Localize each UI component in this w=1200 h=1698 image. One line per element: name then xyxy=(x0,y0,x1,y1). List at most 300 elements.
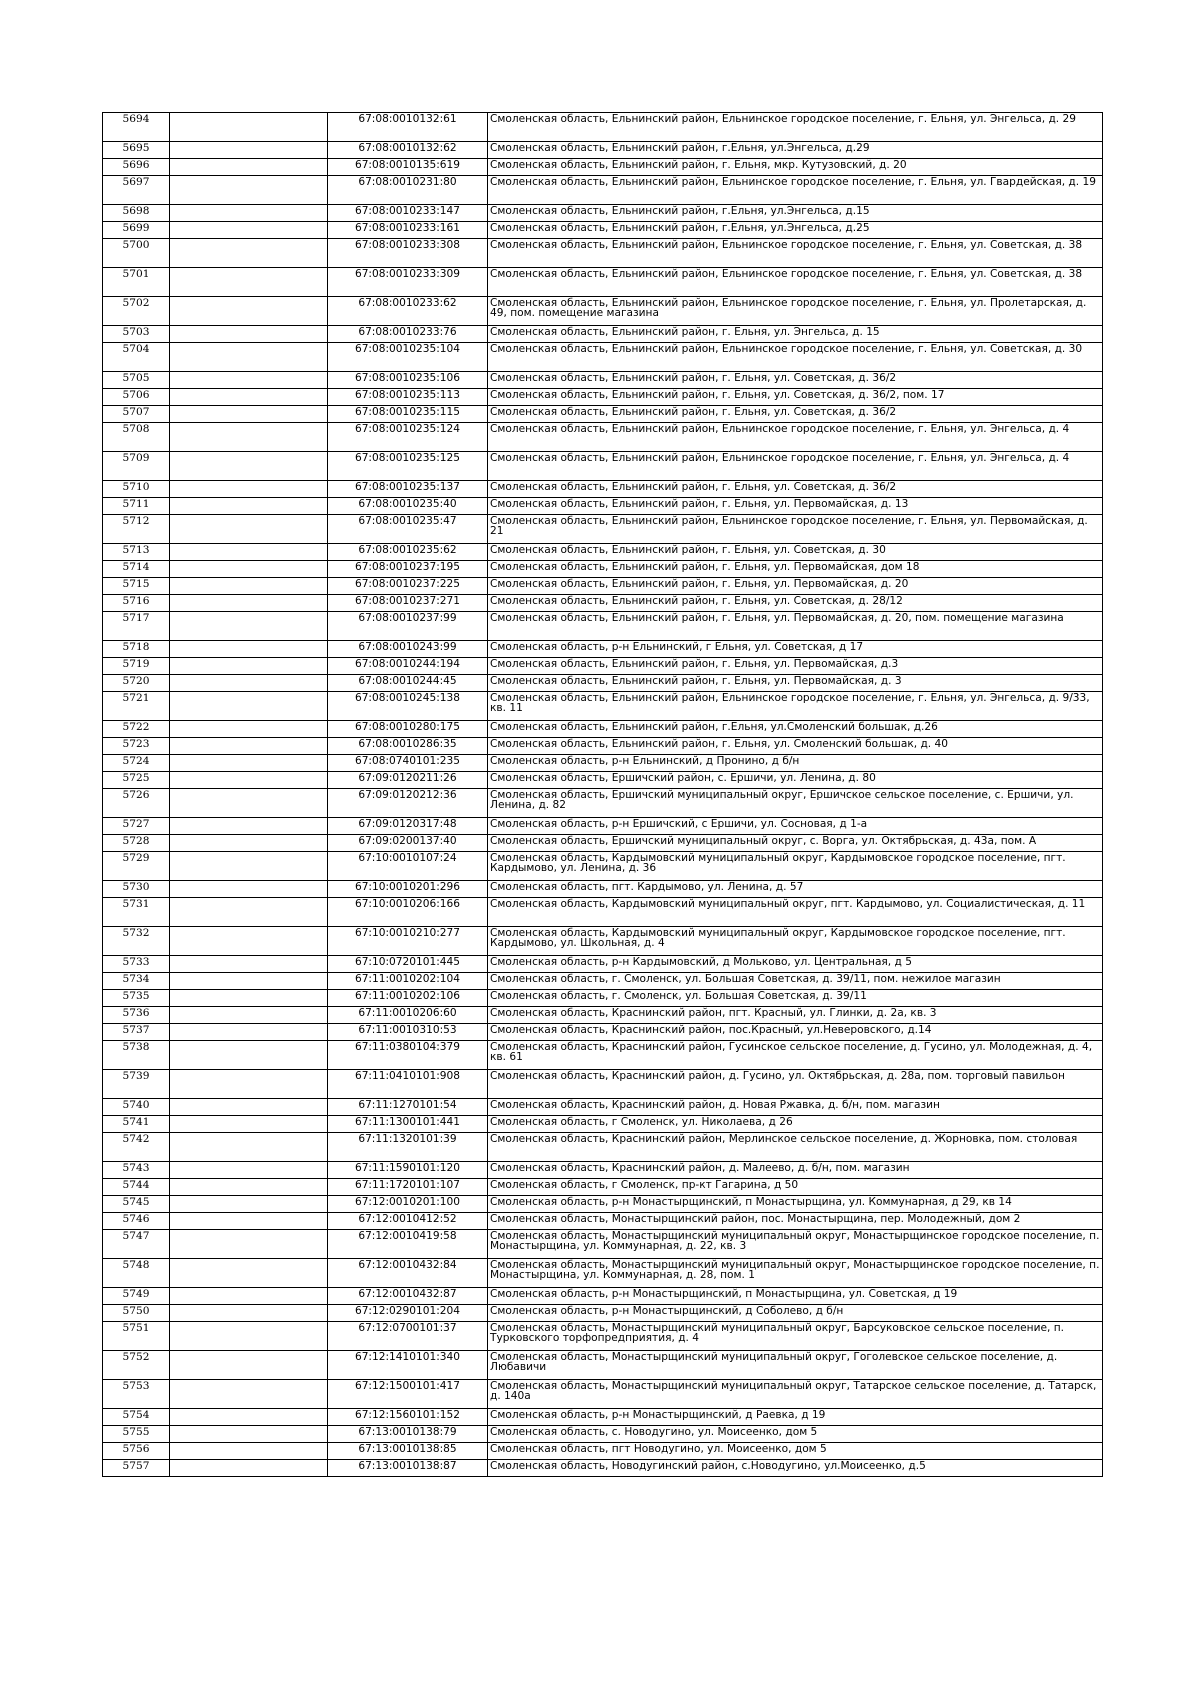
empty-cell xyxy=(170,372,328,389)
empty-cell xyxy=(170,1409,328,1426)
empty-cell xyxy=(170,1426,328,1443)
table-row xyxy=(103,1443,1103,1460)
empty-cell xyxy=(170,1380,328,1409)
row-number-cell: 5754 xyxy=(103,1409,170,1426)
table-row xyxy=(103,772,1103,789)
table-row xyxy=(103,1133,1103,1162)
empty-cell xyxy=(170,176,328,205)
row-number-cell: 5700 xyxy=(103,239,170,268)
table-row xyxy=(103,239,1103,268)
address-cell: Смоленская область, р-н Кардымовский, д Мольково, ул. Центральная, д 5 xyxy=(488,956,1103,973)
empty-cell xyxy=(170,1133,328,1162)
table-row xyxy=(103,1409,1103,1426)
cadastral-number-cell: 67:08:0010243:99 xyxy=(328,641,488,658)
row-number-cell: 5718 xyxy=(103,641,170,658)
address-cell: Смоленская область, Кардымовский муниципальный округ, Кардымовское городское поселение, пгт. Кардымово, ул. Школьная, д. 4 xyxy=(488,927,1103,956)
table-row xyxy=(103,1179,1103,1196)
empty-cell xyxy=(170,297,328,326)
address-cell: Смоленская область, Ельнинский район, г. Ельня, ул. Первомайская, д. 20, пом. помещение магазина xyxy=(488,612,1103,641)
cadastral-number-cell: 67:11:0380104:379 xyxy=(328,1041,488,1070)
table-row xyxy=(103,498,1103,515)
empty-cell xyxy=(170,1322,328,1351)
cadastral-number-cell: 67:13:0010138:79 xyxy=(328,1426,488,1443)
empty-cell xyxy=(170,1070,328,1099)
row-number-cell: 5734 xyxy=(103,973,170,990)
address-cell: Смоленская область, Новодугинский район, с.Новодугино, ул.Моисеенко, д.5 xyxy=(488,1460,1103,1477)
table-row xyxy=(103,481,1103,498)
table-row xyxy=(103,675,1103,692)
address-cell: Смоленская область, Ершичский район, с. Ершичи, ул. Ленина, д. 80 xyxy=(488,772,1103,789)
cadastral-number-cell: 67:12:1560101:152 xyxy=(328,1409,488,1426)
table-row xyxy=(103,176,1103,205)
empty-cell xyxy=(170,1259,328,1288)
table-row xyxy=(103,297,1103,326)
table-row xyxy=(103,1213,1103,1230)
row-number-cell: 5702 xyxy=(103,297,170,326)
address-cell: Смоленская область, Кардымовский муниципальный округ, Кардымовское городское поселение, пгт. Кардымово, ул. Ленина, д. 36 xyxy=(488,852,1103,881)
table-row xyxy=(103,721,1103,738)
cadastral-number-cell: 67:10:0010210:277 xyxy=(328,927,488,956)
row-number-cell: 5698 xyxy=(103,205,170,222)
table-row xyxy=(103,692,1103,721)
address-cell: Смоленская область, Кардымовский муниципальный округ, пгт. Кардымово, ул. Социалистическая, д. 11 xyxy=(488,898,1103,927)
row-number-cell: 5750 xyxy=(103,1305,170,1322)
empty-cell xyxy=(170,641,328,658)
row-number-cell: 5751 xyxy=(103,1322,170,1351)
table-row xyxy=(103,222,1103,239)
table-row xyxy=(103,1007,1103,1024)
row-number-cell: 5717 xyxy=(103,612,170,641)
registry-table-body xyxy=(103,113,1103,1477)
empty-cell xyxy=(170,881,328,898)
empty-cell xyxy=(170,973,328,990)
row-number-cell: 5744 xyxy=(103,1179,170,1196)
cadastral-number-cell: 67:08:0010237:195 xyxy=(328,561,488,578)
empty-cell xyxy=(170,1024,328,1041)
row-number-cell: 5708 xyxy=(103,423,170,452)
row-number-cell: 5720 xyxy=(103,675,170,692)
empty-cell xyxy=(170,1305,328,1322)
address-cell: Смоленская область, Монастырщинский муниципальный округ, Гоголевское сельское поселение, д. Любавичи xyxy=(488,1351,1103,1380)
address-cell: Смоленская область, пгт. Кардымово, ул. Ленина, д. 57 xyxy=(488,881,1103,898)
address-cell: Смоленская область, Ельнинский район, г. Ельня, ул. Советская, д. 36/2 xyxy=(488,481,1103,498)
cadastral-number-cell: 67:13:0010138:85 xyxy=(328,1443,488,1460)
address-cell: Смоленская область, Краснинский район, Мерлинское сельское поселение, д. Жорновка, пом. столовая xyxy=(488,1133,1103,1162)
row-number-cell: 5756 xyxy=(103,1443,170,1460)
address-cell: Смоленская область, Ельнинский район, г. Ельня, ул. Энгельса, д. 15 xyxy=(488,326,1103,343)
address-cell: Смоленская область, г Смоленск, пр-кт Гагарина, д 50 xyxy=(488,1179,1103,1196)
cadastral-number-cell: 67:10:0720101:445 xyxy=(328,956,488,973)
empty-cell xyxy=(170,239,328,268)
table-row xyxy=(103,406,1103,423)
address-cell: Смоленская область, Ельнинский район, Ельнинское городское поселение, г. Ельня, ул. Советская, д. 38 xyxy=(488,239,1103,268)
row-number-cell: 5745 xyxy=(103,1196,170,1213)
cadastral-number-cell: 67:08:0010233:76 xyxy=(328,326,488,343)
cadastral-number-cell: 67:10:0010206:166 xyxy=(328,898,488,927)
cadastral-number-cell: 67:09:0200137:40 xyxy=(328,835,488,852)
empty-cell xyxy=(170,159,328,176)
row-number-cell: 5736 xyxy=(103,1007,170,1024)
empty-cell xyxy=(170,1288,328,1305)
table-row xyxy=(103,1305,1103,1322)
empty-cell xyxy=(170,1179,328,1196)
cadastral-number-cell: 67:08:0010235:113 xyxy=(328,389,488,406)
cadastral-number-cell: 67:10:0010201:296 xyxy=(328,881,488,898)
row-number-cell: 5721 xyxy=(103,692,170,721)
address-cell: Смоленская область, г. Смоленск, ул. Большая Советская, д. 39/11, пом. нежилое магазин xyxy=(488,973,1103,990)
empty-cell xyxy=(170,205,328,222)
empty-cell xyxy=(170,595,328,612)
address-cell: Смоленская область, Монастырщинский муниципальный округ, Барсуковское сельское поселение, п. Турковского торфопредприятия, д. 4 xyxy=(488,1322,1103,1351)
empty-cell xyxy=(170,498,328,515)
address-cell: Смоленская область, Ельнинский район, г. Ельня, ул. Первомайская, д. 20 xyxy=(488,578,1103,595)
row-number-cell: 5738 xyxy=(103,1041,170,1070)
cadastral-number-cell: 67:12:0010432:87 xyxy=(328,1288,488,1305)
table-row xyxy=(103,818,1103,835)
cadastral-number-cell: 67:11:0010310:53 xyxy=(328,1024,488,1041)
table-row xyxy=(103,956,1103,973)
cadastral-number-cell: 67:11:1720101:107 xyxy=(328,1179,488,1196)
empty-cell xyxy=(170,835,328,852)
empty-cell xyxy=(170,1099,328,1116)
address-cell: Смоленская область, пгт Новодугино, ул. Моисеенко, дом 5 xyxy=(488,1443,1103,1460)
address-cell: Смоленская область, г. Смоленск, ул. Большая Советская, д. 39/11 xyxy=(488,990,1103,1007)
row-number-cell: 5711 xyxy=(103,498,170,515)
cadastral-number-cell: 67:08:0010132:61 xyxy=(328,113,488,142)
address-cell: Смоленская область, г Смоленск, ул. Николаева, д 26 xyxy=(488,1116,1103,1133)
address-cell: Смоленская область, Ельнинский район, г. Ельня, ул. Первомайская, д.3 xyxy=(488,658,1103,675)
cadastral-number-cell: 67:12:0010201:100 xyxy=(328,1196,488,1213)
row-number-cell: 5748 xyxy=(103,1259,170,1288)
table-row xyxy=(103,142,1103,159)
empty-cell xyxy=(170,1460,328,1477)
address-cell: Смоленская область, Краснинский район, пос.Красный, ул.Неверовского, д.14 xyxy=(488,1024,1103,1041)
empty-cell xyxy=(170,990,328,1007)
row-number-cell: 5710 xyxy=(103,481,170,498)
empty-cell xyxy=(170,927,328,956)
cadastral-number-cell: 67:08:0010244:45 xyxy=(328,675,488,692)
table-row xyxy=(103,898,1103,927)
row-number-cell: 5723 xyxy=(103,738,170,755)
cadastral-number-cell: 67:08:0010233:161 xyxy=(328,222,488,239)
table-row xyxy=(103,595,1103,612)
row-number-cell: 5735 xyxy=(103,990,170,1007)
empty-cell xyxy=(170,113,328,142)
table-row xyxy=(103,561,1103,578)
cadastral-number-cell: 67:11:0010206:60 xyxy=(328,1007,488,1024)
cadastral-number-cell: 67:08:0010233:309 xyxy=(328,268,488,297)
address-cell: Смоленская область, Ельнинский район, г.Ельня, ул.Энгельса, д.29 xyxy=(488,142,1103,159)
row-number-cell: 5755 xyxy=(103,1426,170,1443)
address-cell: Смоленская область, р-н Монастырщинский, д Соболево, д б/н xyxy=(488,1305,1103,1322)
table-row xyxy=(103,1426,1103,1443)
cadastral-number-cell: 67:08:0010237:99 xyxy=(328,612,488,641)
address-cell: Смоленская область, Краснинский район, пгт. Красный, ул. Глинки, д. 2а, кв. 3 xyxy=(488,1007,1103,1024)
table-row xyxy=(103,1288,1103,1305)
table-row xyxy=(103,927,1103,956)
cadastral-number-cell: 67:08:0010235:125 xyxy=(328,452,488,481)
table-row xyxy=(103,1070,1103,1099)
row-number-cell: 5696 xyxy=(103,159,170,176)
row-number-cell: 5714 xyxy=(103,561,170,578)
table-row xyxy=(103,881,1103,898)
property-registry-table xyxy=(102,112,1103,1477)
address-cell: Смоленская область, Ельнинский район, Ельнинское городское поселение, г. Ельня, ул. Первомайская, д. 21 xyxy=(488,515,1103,544)
address-cell: Смоленская область, Ельнинский район, г. Ельня, ул. Советская, д. 36/2 xyxy=(488,406,1103,423)
row-number-cell: 5727 xyxy=(103,818,170,835)
cadastral-number-cell: 67:10:0010107:24 xyxy=(328,852,488,881)
cadastral-number-cell: 67:08:0010235:62 xyxy=(328,544,488,561)
empty-cell xyxy=(170,544,328,561)
table-row xyxy=(103,389,1103,406)
table-row xyxy=(103,1041,1103,1070)
table-row xyxy=(103,1322,1103,1351)
row-number-cell: 5725 xyxy=(103,772,170,789)
address-cell: Смоленская область, с. Новодугино, ул. Моисеенко, дом 5 xyxy=(488,1426,1103,1443)
cadastral-number-cell: 67:08:0010235:104 xyxy=(328,343,488,372)
table-row xyxy=(103,1259,1103,1288)
table-row xyxy=(103,1099,1103,1116)
address-cell: Смоленская область, Ершичский муниципальный округ, с. Ворга, ул. Октябрьская, д. 43а, пом. А xyxy=(488,835,1103,852)
address-cell: Смоленская область, Монастырщинский муниципальный округ, Татарское сельское поселение, д. Татарск, д. 140а xyxy=(488,1380,1103,1409)
address-cell: Смоленская область, Ельнинский район, г.Ельня, ул.Энгельса, д.25 xyxy=(488,222,1103,239)
address-cell: Смоленская область, Ельнинский район, Ельнинское городское поселение, г. Ельня, ул. Советская, д. 38 xyxy=(488,268,1103,297)
row-number-cell: 5713 xyxy=(103,544,170,561)
row-number-cell: 5707 xyxy=(103,406,170,423)
table-row xyxy=(103,1116,1103,1133)
empty-cell xyxy=(170,755,328,772)
row-number-cell: 5728 xyxy=(103,835,170,852)
cadastral-number-cell: 67:08:0010237:225 xyxy=(328,578,488,595)
table-row xyxy=(103,789,1103,818)
cadastral-number-cell: 67:08:0010132:62 xyxy=(328,142,488,159)
row-number-cell: 5729 xyxy=(103,852,170,881)
table-row xyxy=(103,1196,1103,1213)
table-row xyxy=(103,1380,1103,1409)
table-row xyxy=(103,990,1103,1007)
address-cell: Смоленская область, Ельнинский район, г. Ельня, ул. Первомайская, д. 3 xyxy=(488,675,1103,692)
cadastral-number-cell: 67:12:0700101:37 xyxy=(328,1322,488,1351)
document-page xyxy=(102,112,1103,1477)
row-number-cell: 5697 xyxy=(103,176,170,205)
cadastral-number-cell: 67:12:0010412:52 xyxy=(328,1213,488,1230)
empty-cell xyxy=(170,326,328,343)
cadastral-number-cell: 67:13:0010138:87 xyxy=(328,1460,488,1477)
row-number-cell: 5747 xyxy=(103,1230,170,1259)
table-row xyxy=(103,835,1103,852)
row-number-cell: 5741 xyxy=(103,1116,170,1133)
row-number-cell: 5733 xyxy=(103,956,170,973)
cadastral-number-cell: 67:12:0290101:204 xyxy=(328,1305,488,1322)
cadastral-number-cell: 67:08:0010286:35 xyxy=(328,738,488,755)
row-number-cell: 5703 xyxy=(103,326,170,343)
cadastral-number-cell: 67:08:0010235:115 xyxy=(328,406,488,423)
address-cell: Смоленская область, Монастырщинский муниципальный округ, Монастырщинское городское поселение, п. Монастырщина, ул. Коммунарная, д. 28, пом. 1 xyxy=(488,1259,1103,1288)
empty-cell xyxy=(170,738,328,755)
table-row xyxy=(103,738,1103,755)
cadastral-number-cell: 67:08:0010245:138 xyxy=(328,692,488,721)
row-number-cell: 5694 xyxy=(103,113,170,142)
address-cell: Смоленская область, р-н Ельнинский, д Пронино, д б/н xyxy=(488,755,1103,772)
address-cell: Смоленская область, Ельнинский район, г. Ельня, мкр. Кутузовский, д. 20 xyxy=(488,159,1103,176)
empty-cell xyxy=(170,423,328,452)
empty-cell xyxy=(170,1041,328,1070)
row-number-cell: 5739 xyxy=(103,1070,170,1099)
empty-cell xyxy=(170,389,328,406)
cadastral-number-cell: 67:11:1320101:39 xyxy=(328,1133,488,1162)
address-cell: Смоленская область, Ельнинский район, Ельнинское городское поселение, г. Ельня, ул. Энгельса, д. 29 xyxy=(488,113,1103,142)
empty-cell xyxy=(170,789,328,818)
cadastral-number-cell: 67:12:0010419:58 xyxy=(328,1230,488,1259)
table-row xyxy=(103,372,1103,389)
address-cell: Смоленская область, Ельнинский район, г. Ельня, ул. Смоленский большак, д. 40 xyxy=(488,738,1103,755)
row-number-cell: 5712 xyxy=(103,515,170,544)
table-row xyxy=(103,641,1103,658)
row-number-cell: 5743 xyxy=(103,1162,170,1179)
address-cell: Смоленская область, Ельнинский район, г.Ельня, ул.Энгельса, д.15 xyxy=(488,205,1103,222)
empty-cell xyxy=(170,1213,328,1230)
address-cell: Смоленская область, Краснинский район, д. Новая Ржавка, д. б/н, пом. магазин xyxy=(488,1099,1103,1116)
row-number-cell: 5732 xyxy=(103,927,170,956)
address-cell: Смоленская область, Ельнинский район, г. Ельня, ул. Советская, д. 28/12 xyxy=(488,595,1103,612)
empty-cell xyxy=(170,515,328,544)
row-number-cell: 5719 xyxy=(103,658,170,675)
empty-cell xyxy=(170,1162,328,1179)
cadastral-number-cell: 67:11:0010202:104 xyxy=(328,973,488,990)
table-row xyxy=(103,612,1103,641)
table-row xyxy=(103,973,1103,990)
cadastral-number-cell: 67:08:0010235:40 xyxy=(328,498,488,515)
empty-cell xyxy=(170,1443,328,1460)
empty-cell xyxy=(170,612,328,641)
empty-cell xyxy=(170,1007,328,1024)
address-cell: Смоленская область, Ельнинский район, Ельнинское городское поселение, г. Ельня, ул. Энгельса, д. 9/33, кв. 11 xyxy=(488,692,1103,721)
empty-cell xyxy=(170,818,328,835)
row-number-cell: 5737 xyxy=(103,1024,170,1041)
row-number-cell: 5749 xyxy=(103,1288,170,1305)
cadastral-number-cell: 67:08:0010235:137 xyxy=(328,481,488,498)
row-number-cell: 5706 xyxy=(103,389,170,406)
address-cell: Смоленская область, Ершичский муниципальный округ, Ершичское сельское поселение, с. Ершичи, ул. Ленина, д. 82 xyxy=(488,789,1103,818)
cadastral-number-cell: 67:08:0010237:271 xyxy=(328,595,488,612)
address-cell: Смоленская область, Ельнинский район, Ельнинское городское поселение, г. Ельня, ул. Энгельса, д. 4 xyxy=(488,452,1103,481)
empty-cell xyxy=(170,268,328,297)
cadastral-number-cell: 67:08:0010233:62 xyxy=(328,297,488,326)
empty-cell xyxy=(170,1116,328,1133)
cadastral-number-cell: 67:09:0120212:36 xyxy=(328,789,488,818)
cadastral-number-cell: 67:09:0120211:26 xyxy=(328,772,488,789)
cadastral-number-cell: 67:08:0740101:235 xyxy=(328,755,488,772)
address-cell: Смоленская область, р-н Ельнинский, г Ельня, ул. Советская, д 17 xyxy=(488,641,1103,658)
table-row xyxy=(103,852,1103,881)
table-row xyxy=(103,515,1103,544)
address-cell: Смоленская область, Ельнинский район, Ельнинское городское поселение, г. Ельня, ул. Пролетарская, д. 49, пом. помещение магазина xyxy=(488,297,1103,326)
cadastral-number-cell: 67:11:1300101:441 xyxy=(328,1116,488,1133)
row-number-cell: 5742 xyxy=(103,1133,170,1162)
row-number-cell: 5730 xyxy=(103,881,170,898)
address-cell: Смоленская область, Ельнинский район, Ельнинское городское поселение, г. Ельня, ул. Энгельса, д. 4 xyxy=(488,423,1103,452)
cadastral-number-cell: 67:08:0010244:194 xyxy=(328,658,488,675)
table-row xyxy=(103,1351,1103,1380)
empty-cell xyxy=(170,222,328,239)
empty-cell xyxy=(170,1196,328,1213)
table-row xyxy=(103,159,1103,176)
row-number-cell: 5724 xyxy=(103,755,170,772)
address-cell: Смоленская область, Монастырщинский район, пос. Монастырщина, пер. Молодежный, дом 2 xyxy=(488,1213,1103,1230)
table-row xyxy=(103,343,1103,372)
cadastral-number-cell: 67:08:0010235:124 xyxy=(328,423,488,452)
address-cell: Смоленская область, Краснинский район, Гусинское сельское поселение, д. Гусино, ул. Молодежная, д. 4, кв. 61 xyxy=(488,1041,1103,1070)
empty-cell xyxy=(170,406,328,423)
row-number-cell: 5731 xyxy=(103,898,170,927)
empty-cell xyxy=(170,658,328,675)
table-row xyxy=(103,268,1103,297)
row-number-cell: 5701 xyxy=(103,268,170,297)
row-number-cell: 5695 xyxy=(103,142,170,159)
empty-cell xyxy=(170,481,328,498)
cadastral-number-cell: 67:11:1270101:54 xyxy=(328,1099,488,1116)
address-cell: Смоленская область, Краснинский район, д. Гусино, ул. Октябрьская, д. 28а, пом. торговый павильон xyxy=(488,1070,1103,1099)
cadastral-number-cell: 67:12:1410101:340 xyxy=(328,1351,488,1380)
table-row xyxy=(103,1024,1103,1041)
cadastral-number-cell: 67:08:0010233:308 xyxy=(328,239,488,268)
address-cell: Смоленская область, Ельнинский район, г. Ельня, ул. Советская, д. 36/2 xyxy=(488,372,1103,389)
address-cell: Смоленская область, Краснинский район, д. Малеево, д. б/н, пом. магазин xyxy=(488,1162,1103,1179)
address-cell: Смоленская область, Ельнинский район, г. Ельня, ул. Первомайская, д. 13 xyxy=(488,498,1103,515)
table-row xyxy=(103,544,1103,561)
address-cell: Смоленская область, Ельнинский район, Ельнинское городское поселение, г. Ельня, ул. Советская, д. 30 xyxy=(488,343,1103,372)
cadastral-number-cell: 67:12:0010432:84 xyxy=(328,1259,488,1288)
table-row xyxy=(103,1162,1103,1179)
empty-cell xyxy=(170,675,328,692)
address-cell: Смоленская область, Ельнинский район, г. Ельня, ул. Первомайская, дом 18 xyxy=(488,561,1103,578)
row-number-cell: 5716 xyxy=(103,595,170,612)
empty-cell xyxy=(170,1230,328,1259)
cadastral-number-cell: 67:08:0010135:619 xyxy=(328,159,488,176)
address-cell: Смоленская область, р-н Ершичский, с Ершичи, ул. Сосновая, д 1-а xyxy=(488,818,1103,835)
row-number-cell: 5709 xyxy=(103,452,170,481)
cadastral-number-cell: 67:09:0120317:48 xyxy=(328,818,488,835)
empty-cell xyxy=(170,578,328,595)
row-number-cell: 5753 xyxy=(103,1380,170,1409)
row-number-cell: 5726 xyxy=(103,789,170,818)
row-number-cell: 5705 xyxy=(103,372,170,389)
row-number-cell: 5699 xyxy=(103,222,170,239)
cadastral-number-cell: 67:12:1500101:417 xyxy=(328,1380,488,1409)
address-cell: Смоленская область, Монастырщинский муниципальный округ, Монастырщинское городское поселение, п. Монастырщина, ул. Коммунарная, д. 22, кв. 3 xyxy=(488,1230,1103,1259)
address-cell: Смоленская область, р-н Монастырщинский, п Монастырщина, ул. Коммунарная, д 29, кв 14 xyxy=(488,1196,1103,1213)
address-cell: Смоленская область, Ельнинский район, Ельнинское городское поселение, г. Ельня, ул. Гвардейская, д. 19 xyxy=(488,176,1103,205)
address-cell: Смоленская область, Ельнинский район, г. Ельня, ул. Советская, д. 30 xyxy=(488,544,1103,561)
row-number-cell: 5722 xyxy=(103,721,170,738)
table-row xyxy=(103,755,1103,772)
empty-cell xyxy=(170,343,328,372)
address-cell: Смоленская область, Ельнинский район, г.Ельня, ул.Смоленский большак, д.26 xyxy=(488,721,1103,738)
cadastral-number-cell: 67:08:0010280:175 xyxy=(328,721,488,738)
address-cell: Смоленская область, р-н Монастырщинский, д Раевка, д 19 xyxy=(488,1409,1103,1426)
cadastral-number-cell: 67:08:0010235:47 xyxy=(328,515,488,544)
row-number-cell: 5740 xyxy=(103,1099,170,1116)
empty-cell xyxy=(170,692,328,721)
row-number-cell: 5757 xyxy=(103,1460,170,1477)
table-row xyxy=(103,423,1103,452)
empty-cell xyxy=(170,772,328,789)
address-cell: Смоленская область, р-н Монастырщинский, п Монастырщина, ул. Советская, д 19 xyxy=(488,1288,1103,1305)
cadastral-number-cell: 67:08:0010233:147 xyxy=(328,205,488,222)
cadastral-number-cell: 67:08:0010231:80 xyxy=(328,176,488,205)
table-row xyxy=(103,1460,1103,1477)
table-row xyxy=(103,658,1103,675)
